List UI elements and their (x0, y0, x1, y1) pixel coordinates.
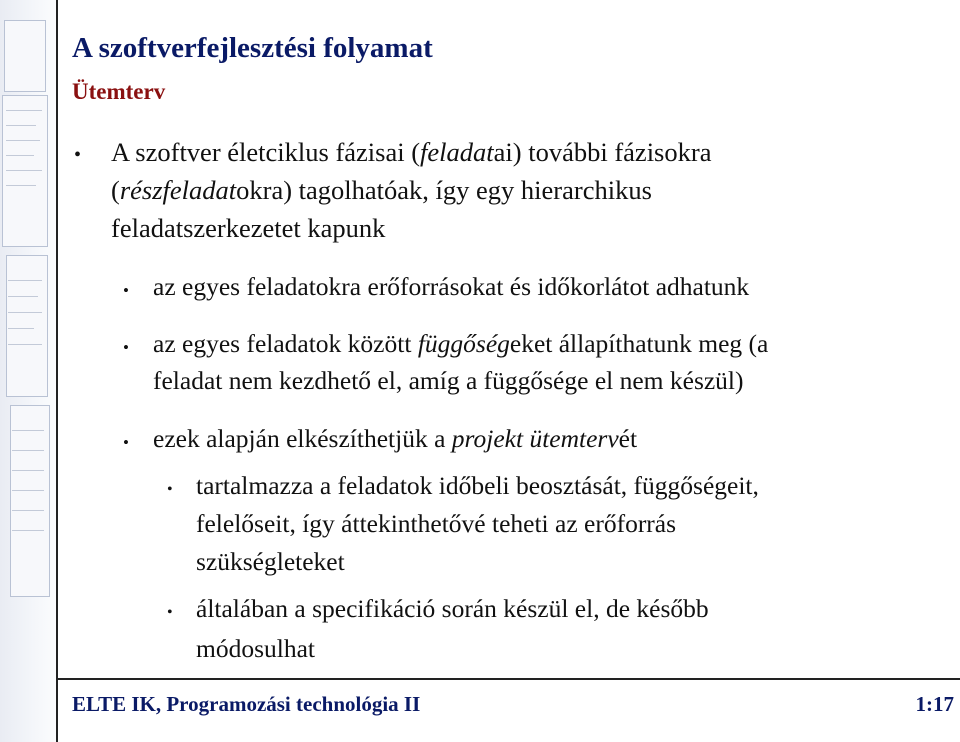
bullet-marker: • (167, 481, 173, 498)
bullet-marker: • (123, 433, 129, 452)
bullet-marker: • (167, 604, 173, 621)
slide-title: A szoftverfejlesztési folyamat (72, 32, 433, 64)
bullet-1-line-1: A szoftver életciklus fázisai (feladatai) további fázisokra (111, 137, 712, 167)
background-decoration (0, 0, 56, 742)
slide-frame-vertical (56, 0, 58, 742)
slide-subtitle: Ütemterv (72, 79, 166, 104)
bullet-5-line-1: tartalmazza a feladatok időbeli beosztását, függőségeit, (196, 471, 759, 500)
bullet-5-line-3: szükségleteket (196, 547, 345, 576)
bullet-1-line-3: feladatszerkezetet kapunk (111, 213, 386, 243)
bullet-5-line-2: felelőseit, így áttekinthetővé teheti az erőforrás (196, 509, 677, 538)
bullet-4-line-1: ezek alapján elkészíthetjük a projekt ütemtervét (153, 424, 638, 453)
slide-frame-horizontal (56, 678, 960, 680)
bullet-marker: • (123, 281, 129, 300)
footer-course: ELTE IK, Programozási technológia II (72, 692, 421, 716)
bullet-6-line-1: általában a specifikáció során készül el, de később (196, 594, 709, 623)
bullet-2-line-1: az egyes feladatokra erőforrásokat és időkorlátot adhatunk (153, 272, 750, 301)
bullet-3-line-2: feladat nem kezdhető el, amíg a függősége el nem készül) (153, 366, 744, 395)
bullet-1-line-2: (részfeladatokra) tagolhatóak, így egy hierarchikus (111, 175, 652, 205)
bullet-3-line-1: az egyes feladatok között függőségeket állapíthatunk meg (a (153, 329, 769, 358)
bullet-marker: • (74, 144, 82, 166)
footer-page-number: 1:17 (915, 692, 954, 716)
bullet-marker: • (123, 338, 129, 357)
bullet-6-line-2: módosulhat (196, 634, 315, 663)
